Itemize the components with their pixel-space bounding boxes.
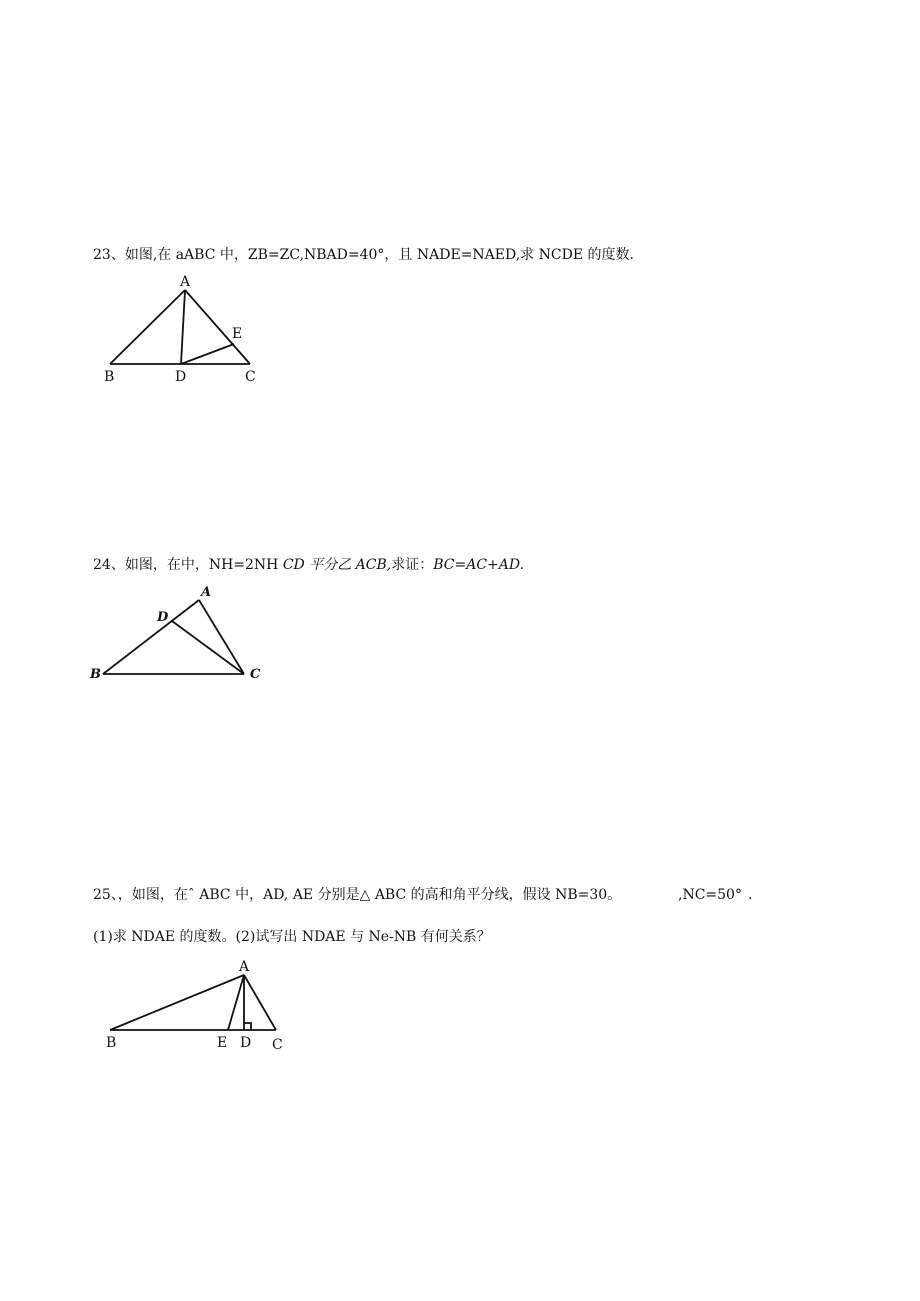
q24-text-b: CD 平分乙 ACB,	[282, 557, 392, 573]
q25-side-ba	[110, 975, 244, 1030]
q24-label-d: D	[157, 610, 169, 625]
q25-text-1c: .	[748, 887, 753, 903]
q24-segment-cd	[172, 621, 244, 674]
q25-text-1a: 25、，如图，在ˆ ABC 中，AD, AE 分别是△ ABC 的高和角平分线，假设 NB=30。	[93, 887, 622, 903]
q25-right-angle-mark	[244, 1023, 251, 1030]
q24-side-ba	[103, 600, 199, 674]
q23-label-b: B	[104, 369, 115, 385]
q23-segment-ad	[181, 290, 185, 364]
q25-label-b: B	[106, 1035, 117, 1051]
q23-side-ab	[110, 290, 185, 364]
q25-text-line1	[93, 886, 773, 904]
q23-label-d: D	[175, 369, 187, 385]
q24-label-c: C	[250, 667, 261, 682]
q24-text-a: 24、如图，在中，NH=2NH	[93, 557, 283, 573]
q23-label-e: E	[232, 326, 243, 342]
q24-figure	[88, 582, 268, 687]
q25-figure	[100, 958, 300, 1058]
q25-bisector-ae	[228, 975, 244, 1030]
q24-text-d: BC=AC+AD.	[433, 557, 525, 573]
q25-label-e: E	[217, 1035, 228, 1051]
q23-label-a: A	[180, 274, 191, 290]
q25-text-1b: ,NC=50°	[678, 887, 742, 903]
q24-label-b: B	[90, 667, 101, 682]
q25-label-d: D	[240, 1035, 252, 1051]
q24-text	[93, 556, 524, 574]
q23-text: 23、如图,在 aABC 中，ZB=ZC,NBAD=40°，且 NADE=NAED,求 NCDE 的度数.	[93, 247, 634, 263]
q25-side-ac	[244, 975, 276, 1030]
q23-figure	[100, 272, 270, 387]
q23-label-c: C	[245, 369, 256, 385]
q23-segment-de	[181, 344, 234, 364]
q25-label-c: C	[272, 1037, 283, 1053]
q24-label-a: A	[201, 585, 212, 600]
q25-text-line2: (1)求 NDAE 的度数。(2)试写出 NDAE 与 Ne-NB 有何关系？	[93, 929, 491, 945]
q24-side-ac	[199, 600, 244, 674]
q25-label-a: A	[239, 959, 250, 975]
q24-text-c: 求证：	[391, 557, 434, 573]
